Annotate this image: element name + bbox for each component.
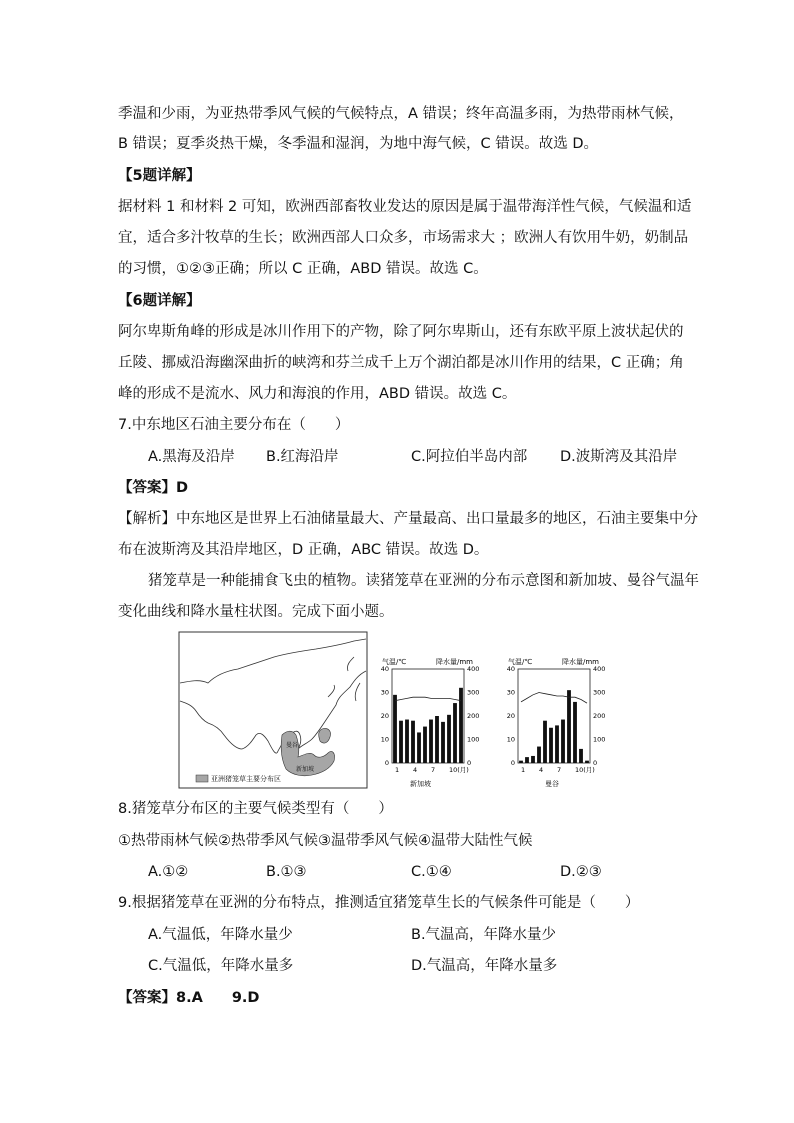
- q7-option-d: D.波斯湾及其沿岸: [560, 449, 678, 465]
- temperature-curve: [395, 697, 461, 701]
- precip-tick-label: 300: [467, 688, 480, 697]
- chart-title: 曼谷: [545, 780, 559, 788]
- temp-tick-label: 20: [506, 712, 515, 720]
- answer-8-9: 【答案】8.A 9.D: [118, 990, 260, 1006]
- temp-tick-label: 40: [506, 665, 515, 673]
- intro-line: 猪笼草是一种能捕食飞虫的植物。读猪笼草在亚洲的分布示意图和新加坡、曼谷气温年: [148, 573, 699, 589]
- precipitation-bar: [579, 749, 583, 763]
- q8-option-b: B.①③: [266, 864, 307, 880]
- temp-tick-label: 10: [506, 735, 515, 744]
- precip-tick-label: 400: [467, 665, 480, 673]
- precipitation-bar: [549, 728, 553, 763]
- precip-tick-label: 300: [593, 688, 606, 697]
- q7-option-b: B.红海沿岸: [266, 449, 339, 465]
- precip-tick-label: 200: [593, 712, 606, 720]
- q9-option-d: D.气温高，年降水量多: [411, 958, 558, 974]
- month-tick-label: 4: [539, 766, 544, 774]
- precip-tick-label: 0: [593, 759, 598, 767]
- temp-tick-label: 10: [380, 735, 389, 744]
- legend-swatch: [196, 775, 208, 782]
- chart-precip-axis-label: 降水量/mm: [436, 658, 473, 666]
- precipitation-bar: [531, 756, 535, 763]
- temp-tick-label: 30: [506, 688, 515, 697]
- climate-chart-bangkok: [507, 657, 606, 788]
- paragraph-line: 宜，适合多汁牧草的生长；欧洲西部人口众多，市场需求大 ；欧洲人有饮用牛奶，奶制品: [118, 230, 689, 246]
- temp-tick-label: 40: [380, 665, 389, 673]
- paragraph-line: 峰的形成不是流水、风力和海浪的作用，ABD 错误。故选 C。: [118, 386, 517, 402]
- precip-tick-label: 100: [467, 735, 480, 744]
- section-heading-5: 【5题详解】: [118, 168, 201, 184]
- precipitation-bar: [573, 702, 577, 763]
- section-heading-6: 【6题详解】: [118, 293, 201, 309]
- precipitation-bar: [561, 720, 565, 763]
- q8-option-a: A.①②: [148, 864, 189, 880]
- precipitation-bar: [429, 720, 433, 763]
- q8-option-c: C.①④: [411, 864, 452, 880]
- precipitation-bar: [567, 690, 571, 763]
- paragraph-line: 丘陵、挪威沿海幽深曲折的峡湾和芬兰成千上万个湖泊都是冰川作用的结果，C 正确；角: [118, 355, 684, 371]
- month-tick-label: 10(月): [449, 766, 469, 774]
- precipitation-bar: [435, 716, 439, 763]
- q7-option-c: C.阿拉伯半岛内部: [411, 449, 528, 465]
- precipitation-bar: [441, 722, 445, 763]
- temperature-curve: [521, 693, 587, 704]
- temp-tick-label: 30: [380, 688, 389, 697]
- climate-chart-singapore: [381, 657, 480, 788]
- precipitation-bar: [555, 725, 559, 763]
- month-tick-label: 10(月): [575, 766, 595, 774]
- precip-tick-label: 200: [467, 712, 480, 720]
- chart-temp-axis-label: 气温/℃: [508, 658, 533, 666]
- paragraph-line: 据材料 1 和材料 2 可知，欧洲西部畜牧业发达的原因是属于温带海洋性气候，气候温和适: [118, 199, 692, 215]
- q7-analysis: 【解析】中东地区是世界上石油储量最大、产量最高、出口量最多的地区，石油主要集中分: [118, 511, 698, 527]
- precipitation-bar: [447, 715, 451, 763]
- precipitation-bar: [423, 727, 427, 763]
- chart-precip-axis-label: 降水量/mm: [562, 658, 599, 666]
- intro-line: 变化曲线和降水量柱状图。完成下面小题。: [118, 604, 394, 620]
- paragraph-line: 季温和少雨，为亚热带季风气候的气候特点，A 错误；终年高温多雨，为热带雨林气候，: [118, 106, 684, 122]
- precipitation-bar: [393, 695, 397, 763]
- question-9-stem: 9.根据猪笼草在亚洲的分布特点，推测适宜猪笼草生长的气候条件可能是（ ）: [118, 895, 640, 911]
- q7-option-a: A.黑海及沿岸: [148, 449, 235, 465]
- temp-tick-label: 0: [384, 759, 389, 767]
- precip-tick-label: 400: [593, 665, 606, 673]
- paragraph-line: B 错误；夏季炎热干燥，冬季温和湿润，为地中海气候，C 错误。故选 D。: [118, 136, 599, 152]
- precipitation-bar: [453, 703, 457, 763]
- precipitation-bar: [459, 688, 463, 763]
- label-bangkok: 曼谷: [286, 742, 299, 749]
- q7-answer: 【答案】D: [118, 480, 189, 496]
- month-tick-label: 1: [521, 766, 526, 774]
- month-tick-label: 4: [413, 766, 418, 774]
- precip-tick-label: 100: [593, 735, 606, 744]
- precipitation-bar: [411, 721, 415, 763]
- legend-label: 亚洲猪笼草主要分布区: [211, 775, 281, 783]
- q9-option-a: A.气温低，年降水量少: [148, 927, 293, 943]
- precipitation-bar: [417, 732, 421, 763]
- q8-option-d: D.②③: [560, 864, 602, 880]
- paragraph-line: 阿尔卑斯角峰的形成是冰川作用下的产物，除了阿尔卑斯山，还有东欧平原上波状起伏的: [118, 324, 684, 340]
- precipitation-bar: [543, 721, 547, 763]
- precip-tick-label: 0: [467, 759, 472, 767]
- question-7-stem: 7.中东地区石油主要分布在（ ）: [118, 417, 350, 433]
- label-singapore: 新加坡: [296, 766, 315, 773]
- precipitation-bar: [399, 721, 403, 763]
- question-8-stem: 8.猪笼草分布区的主要气候类型有（ ）: [118, 801, 393, 817]
- figure: [178, 631, 622, 791]
- month-tick-label: 1: [395, 766, 400, 774]
- chart-title: 新加坡: [410, 780, 431, 788]
- q7-analysis: 布在波斯湾及其沿岸地区，D 正确，ABC 错误。故选 D。: [118, 542, 489, 558]
- q9-option-c: C.气温低，年降水量多: [148, 958, 294, 974]
- precipitation-bar: [519, 761, 523, 763]
- precipitation-bar: [405, 720, 409, 763]
- paragraph-line: 的习惯，①②③正确；所以 C 正确，ABD 错误。故选 C。: [118, 261, 488, 277]
- q8-choices: ①热带雨林气候②热带季风气候③温带季风气候④温带大陆性气候: [118, 833, 533, 849]
- month-tick-label: 7: [431, 766, 436, 774]
- precipitation-bar: [537, 747, 541, 763]
- month-tick-label: 7: [557, 766, 562, 774]
- precipitation-bar: [585, 761, 589, 763]
- temp-tick-label: 0: [510, 759, 515, 767]
- chart-temp-axis-label: 气温/℃: [382, 658, 407, 666]
- asia-map: [179, 632, 367, 788]
- precipitation-bar: [525, 757, 529, 763]
- q9-option-b: B.气温高，年降水量少: [411, 927, 557, 943]
- temp-tick-label: 20: [380, 712, 389, 720]
